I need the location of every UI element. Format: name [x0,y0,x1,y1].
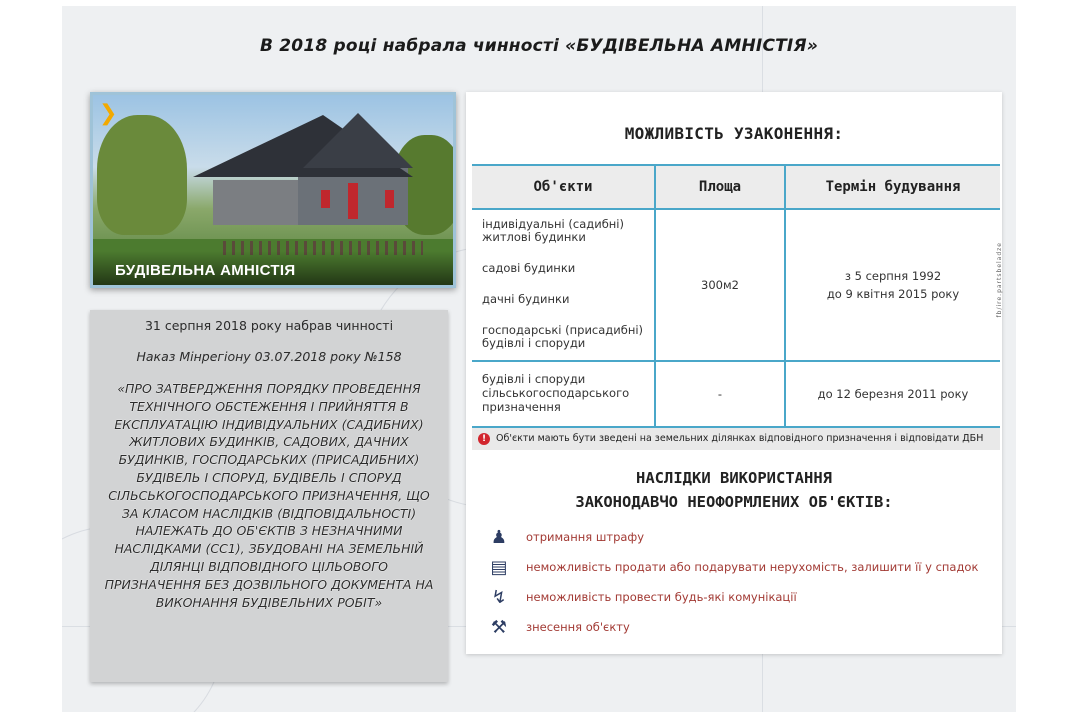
warning-icon: ! [478,433,490,445]
side-credit: fb/ire.partsbeladze [996,242,1003,318]
decree-block [90,310,448,682]
consequences-heading [466,466,1002,514]
list-item [488,522,988,552]
house-window [385,190,394,208]
term-line: до 9 квітня 2015 року [826,287,960,301]
pipes-icon: ↯ [491,586,507,608]
table-cell-objects [472,209,655,361]
requirement-note [472,428,1000,450]
decree-order: Наказ Мінрегіону 03.07.2018 року №158 [136,349,402,364]
legalization-table [472,164,1000,428]
object-item: господарські (присадибні) будівлі і споруди [482,323,644,350]
document-icon: ▤ [490,556,508,578]
consequence-text: знесення об'єкту [526,620,630,634]
decree-body: «ПРО ЗАТВЕРДЖЕННЯ ПОРЯДКУ ПРОВЕДЕННЯ ТЕХНІЧНОГО ОБСТЕЖЕННЯ І ПРИЙНЯТТЯ В ЕКСПЛУАТАЦІЮ ІНДИВІДУАЛЬНИХ (САДИБНИХ) ЖИТЛОВИХ БУДИНКІВ, САДОВИХ, ДАЧНИХ БУДИНКІВ, ГОСПОДАРСЬКИХ (ПРИСАДИБНИХ) БУДІВЕЛЬ І СПОРУД, БУДІВЕЛЬ І СПОРУД СІЛЬСЬКОГОСПОДАРСЬКОГО ПРИЗНАЧЕННЯ, ЩО ЗА КЛАСОМ НАСЛІДКІВ (ВІДПОВІДАЛЬНОСТІ) НАЛЕЖАТЬ ДО ОБ'ЄКТІВ З НЕЗНАЧНИМИ НАСЛІДКАМИ (СС1), ЗБУДОВАНІ НА ЗЕМЕЛЬНІЙ ДІЛЯНЦІ ВІДПОВІДНОГО ЦІЛЬОВОГО ПРИЗНАЧЕННЯ БЕЗ ДОЗВІЛЬНОГО ДОКУМЕНТА НА ВИКОНАННЯ БУДІВЕЛЬНИХ РОБІТ» [104,381,434,610]
consequence-text: неможливість провести будь-які комунікації [526,590,797,604]
house-wing [213,180,308,225]
table-cell-area: 300м2 [655,209,785,361]
object-item: дачні будинки [482,292,570,306]
object-item: індивідуальні (садибні) житлові будинки [482,217,624,244]
list-item [488,552,988,582]
excavator-icon: ⚒ [490,616,508,638]
column-header: Термін будування [785,165,1000,209]
table-row [472,209,1000,361]
house-photo [90,92,456,288]
consequence-text: отримання штрафу [526,530,645,544]
photo-caption-bar [93,251,453,285]
house-door [348,183,358,219]
tree [97,115,187,235]
slide [62,6,1016,712]
note-text: Об'єкти мають бути зведені на земельних ділянках відповідного призначення і відповідати ДБН [496,433,984,444]
consequence-text: неможливість продати або подарувати нерухомість, залишити її у спадок [526,560,979,574]
table-cell-objects: будівлі і споруди сільськогосподарського призначення [472,361,655,427]
house-window [321,190,330,208]
table-cell-term [785,209,1000,361]
consequences-heading-line: НАСЛІДКИ ВИКОРИСТАННЯ [636,469,832,487]
chevron-logo-icon: ❯ [99,101,118,126]
slide-title: В 2018 році набрала чинності «БУДІВЕЛЬНА АМНІСТІЯ» [260,36,818,56]
official-person-icon: ♟ [490,526,508,548]
list-item [488,582,988,612]
table-cell-term: до 12 березня 2011 року [785,361,1000,427]
house-roof [303,113,413,168]
consequences-list [488,522,988,642]
table-cell-area: - [655,361,785,427]
column-header: Площа [655,165,785,209]
table-row [472,361,1000,427]
legalization-heading: МОЖЛИВІСТЬ УЗАКОНЕННЯ: [624,124,844,143]
term-line: з 5 серпня 1992 [844,269,942,283]
legalization-card [466,92,1002,654]
object-item: садові будинки [482,261,576,275]
photo-caption: БУДІВЕЛЬНА АМНІСТІЯ [115,262,296,279]
consequences-heading-line: ЗАКОНОДАВЧО НЕОФОРМЛЕНИХ ОБ'ЄКТІВ: [575,493,893,511]
table-header-row [472,165,1000,209]
decree-date: 31 серпня 2018 року набрав чинності [144,318,394,333]
column-header: Об'єкти [472,165,655,209]
list-item [488,612,988,642]
